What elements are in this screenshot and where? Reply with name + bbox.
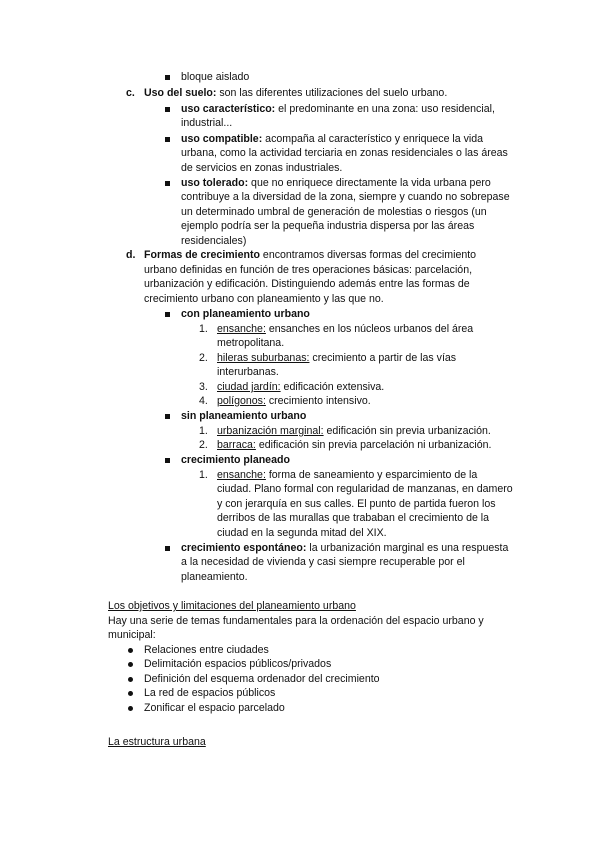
group-title: sin planeamiento urbano	[181, 410, 307, 422]
list-item	[181, 176, 491, 190]
item-term: barraca:	[217, 439, 256, 451]
item-text: interurbanas.	[217, 366, 279, 378]
list-number: 3.	[199, 381, 208, 393]
item-text: edificación sin previa parcelación ni urbanización.	[255, 439, 492, 451]
list-item: Zonificar el espacio parcelado	[144, 702, 285, 714]
list-marker: d.	[126, 249, 136, 261]
item-text: la urbanización marginal es una respuesta	[306, 542, 509, 554]
item-text: crecimiento intensivo.	[265, 395, 371, 407]
item-term: uso compatible:	[181, 133, 263, 145]
section-text: crecimiento urbano con planeamiento y las que no.	[144, 293, 384, 305]
group-title: crecimiento planeado	[181, 454, 290, 466]
item-term: urbanización marginal:	[217, 425, 324, 437]
square-bullet-icon	[165, 414, 170, 419]
bullet-dot-icon	[128, 706, 133, 711]
item-term: ciudad jardín:	[217, 381, 281, 393]
paragraph-line: Hay una serie de temas fundamentales para la ordenación del espacio urbano y	[108, 615, 484, 627]
item-text: un determinado umbral de generación de molestias o riesgos (un	[181, 206, 487, 218]
square-bullet-icon	[165, 181, 170, 186]
item-term: ensanche:	[217, 323, 266, 335]
list-item	[217, 322, 473, 336]
item-term: uso característico:	[181, 103, 276, 115]
list-item	[217, 380, 384, 394]
item-text: industrial...	[181, 117, 233, 129]
section-title: Formas de crecimiento	[144, 249, 260, 261]
list-number: 1.	[199, 469, 208, 481]
bullet-dot-icon	[128, 648, 133, 653]
list-item	[217, 438, 491, 452]
item-text: residenciales)	[181, 235, 247, 247]
item-text: ciudad en la segunda mitad del XIX.	[217, 527, 387, 539]
list-item: Relaciones entre ciudades	[144, 644, 269, 656]
section-d-heading	[144, 248, 476, 262]
item-text: a la necesidad de vivienda y casi siempre recuperable por el	[181, 556, 465, 568]
item-term: hileras suburbanas:	[217, 352, 310, 364]
square-bullet-icon	[165, 546, 170, 551]
list-number: 2.	[199, 352, 208, 364]
section-intro: son las diferentes utilizaciones del suelo urbano.	[219, 87, 448, 99]
item-text: y con jerarquía en sus calles. El punto de partida fueron los	[217, 498, 496, 510]
bullet-dot-icon	[128, 677, 133, 682]
square-bullet-icon	[165, 75, 170, 80]
paragraph-line: municipal:	[108, 629, 156, 641]
section-heading: La estructura urbana	[108, 736, 206, 748]
item-text: metropolitana.	[217, 337, 285, 349]
item-term: polígonos:	[217, 395, 266, 407]
item-text: contribuye a la diversidad de la zona, siempre y cuando no sobrepase	[181, 191, 510, 203]
square-bullet-icon	[165, 312, 170, 317]
item-text: ciudad. Plano formal con regularidad de manzanas, en damero	[217, 483, 513, 495]
item-text: el predominante en una zona: uso residencial,	[275, 103, 495, 115]
list-item	[217, 394, 371, 408]
item-term: crecimiento espontáneo:	[181, 542, 307, 554]
list-item: Delimitación espacios públicos/privados	[144, 658, 332, 670]
item-text: ensanches en los núcleos urbanos del área	[265, 323, 474, 335]
item-text: que no enriquece directamente la vida urbana pero	[248, 177, 491, 189]
bullet-dot-icon	[128, 662, 133, 667]
list-item: bloque aislado	[181, 71, 250, 83]
list-number: 1.	[199, 323, 208, 335]
section-text: urbano definidas en función de tres operaciones básicas: parcelación,	[144, 264, 473, 276]
section-c-heading	[144, 86, 447, 100]
bullet-dot-icon	[128, 691, 133, 696]
item-text: forma de saneamiento y esparcimiento de la	[265, 469, 478, 481]
list-item	[181, 132, 483, 146]
list-number: 4.	[199, 395, 208, 407]
square-bullet-icon	[165, 107, 170, 112]
list-item	[217, 351, 456, 365]
list-item	[217, 424, 491, 438]
list-number: 1.	[199, 425, 208, 437]
list-item: La red de espacios públicos	[144, 687, 276, 699]
item-text: acompaña al característico y enriquece la vida	[262, 133, 484, 145]
list-item	[181, 541, 508, 555]
item-text: edificación extensiva.	[280, 381, 385, 393]
section-heading: Los objetivos y limitaciones del planeamiento urbano	[108, 600, 356, 612]
item-term: ensanche:	[217, 469, 266, 481]
item-text: edificación sin previa urbanización.	[323, 425, 491, 437]
list-item	[181, 102, 495, 116]
section-text: encontramos diversas formas del crecimiento	[259, 249, 477, 261]
item-term: uso tolerado:	[181, 177, 249, 189]
item-text: crecimiento a partir de las vías	[309, 352, 457, 364]
list-item: Definición del esquema ordenador del crecimiento	[144, 673, 380, 685]
square-bullet-icon	[165, 137, 170, 142]
list-number: 2.	[199, 439, 208, 451]
list-item	[217, 468, 477, 482]
item-text: derribos de las murallas que trababan el crecimiento de la	[217, 512, 490, 524]
item-text: urbana, como la actividad terciaria en zonas residenciales o las áreas	[181, 147, 508, 159]
list-marker: c.	[126, 87, 135, 99]
item-text: de servicios en zonas industriales.	[181, 162, 343, 174]
item-text: planeamiento.	[181, 571, 248, 583]
section-title: Uso del suelo:	[144, 87, 217, 99]
group-title: con planeamiento urbano	[181, 308, 310, 320]
item-text: ejemplo podría ser la pequeña industria dispersa por las áreas	[181, 220, 475, 232]
square-bullet-icon	[165, 458, 170, 463]
section-text: urbanización y edificación. Distinguiendo además entre las formas de	[144, 278, 470, 290]
